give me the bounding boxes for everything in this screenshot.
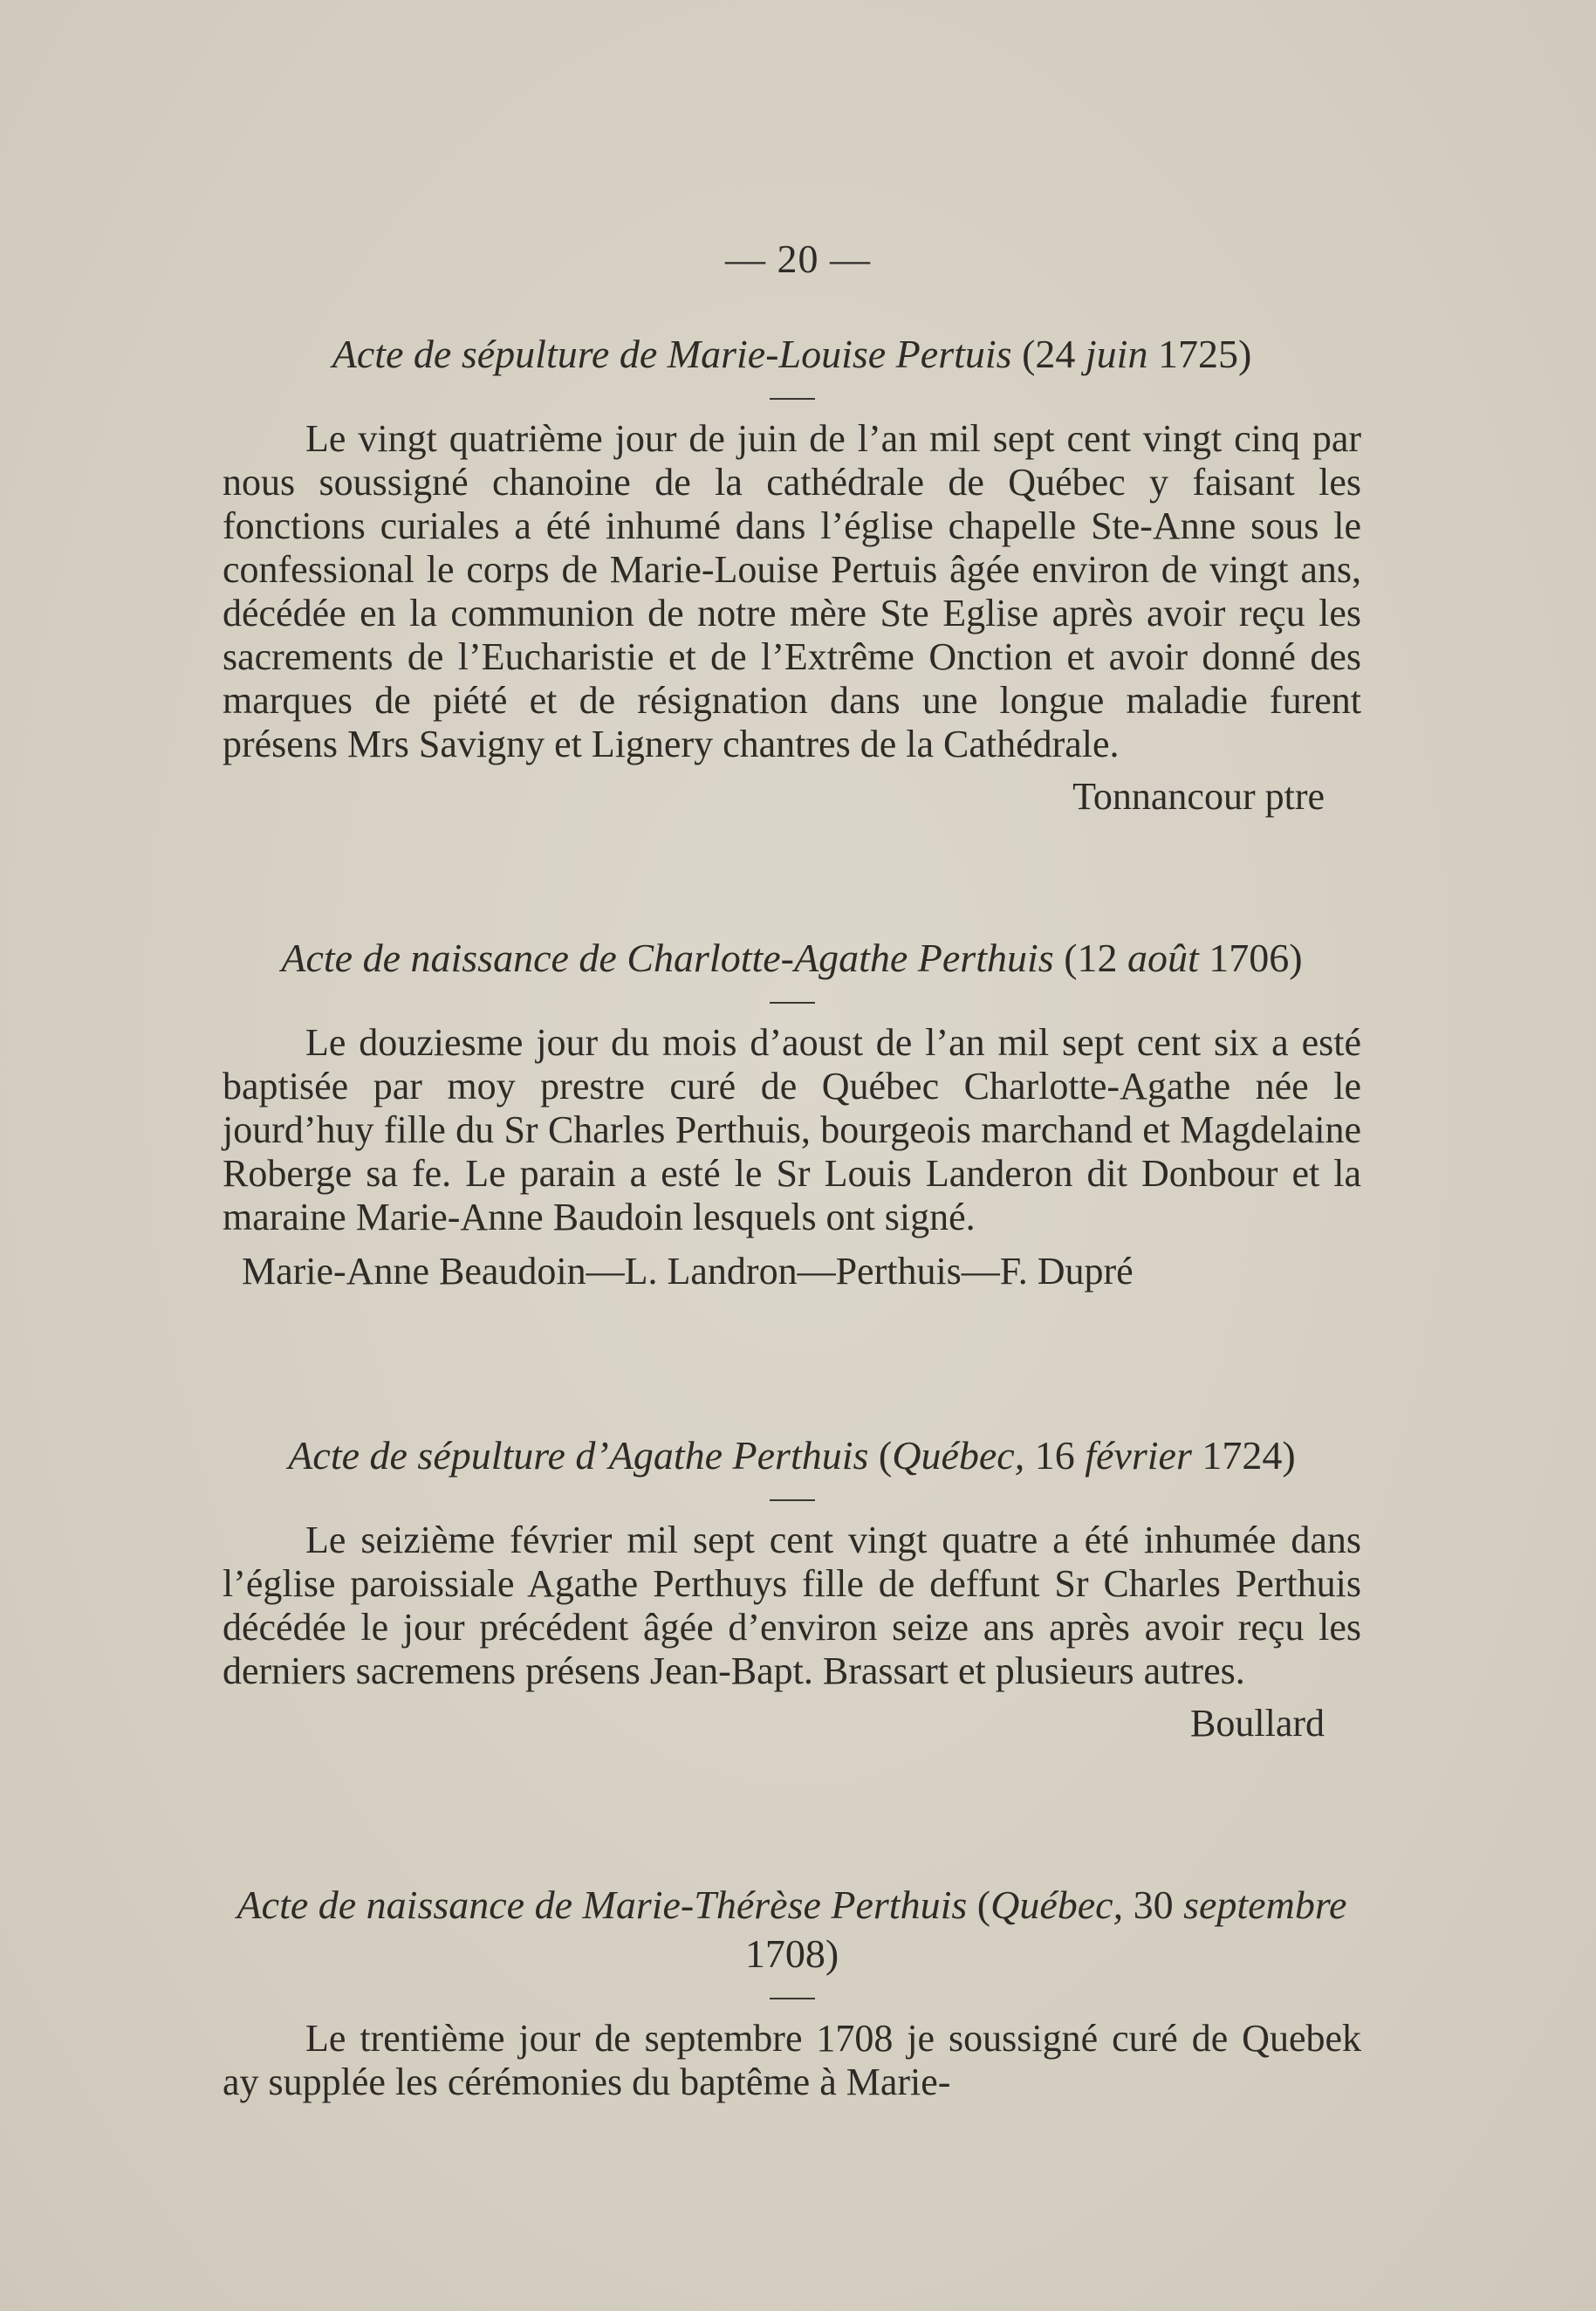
record-section-1 — [223, 330, 1361, 819]
divider — [770, 1499, 815, 1501]
heading-date-italic: août — [1127, 936, 1199, 980]
heading-date-open: (12 — [1053, 936, 1128, 980]
heading-title: Acte de naissance de Charlotte-Agathe Perthuis — [281, 936, 1054, 980]
heading-date-italic: février — [1085, 1433, 1192, 1478]
record-section-3 — [223, 1431, 1361, 1745]
section-heading — [223, 1431, 1361, 1480]
signature: Boullard — [1190, 1702, 1325, 1745]
heading-title: Acte de sépulture d’Agathe Perthuis — [288, 1433, 869, 1478]
heading-date-close: 1708) — [744, 1931, 839, 1976]
signature: Tonnancour ptre — [1072, 775, 1325, 818]
page-number: — 20 — — [725, 237, 871, 281]
section-heading — [223, 330, 1361, 379]
heading-date-italic: juin — [1085, 332, 1148, 376]
heading-date-close: 1725) — [1147, 332, 1252, 376]
divider — [770, 398, 815, 400]
divider — [770, 1002, 815, 1004]
record-body: Le seizième février mil sept cent vingt quatre a été inhumée dans l’église paroissiale Agathe Perthuys fille de deffunt Sr Charles Perthuis décédée le jour précédent âgée d’environ seize ans après avoir reçu les derniers sacremens présens Jean-Bapt. Brassart et plusieurs autres. — [223, 1519, 1361, 1692]
heading-date-italic: Québec, — [990, 1882, 1124, 1927]
record-body: Le vingt quatrième jour de juin de l’an mil sept cent vingt cinq par nous soussigné chanoine de la cathédrale de Québec y faisant les fonctions curiales a été inhumé dans l’église chapelle Ste-Anne sous le confessional le corps de Marie-Louise Pertuis âgée environ de vingt ans, décédée en la communion de notre mère Ste Eglise après avoir reçu les sacrements de l’Eucharistie et de l’Extrême Onction et avoir donné des marques de piété et de résignation dans une longue maladie furent présens Mrs Savigny et Lignery chantres de la Cathédrale. — [223, 417, 1361, 765]
heading-date-mid: 30 — [1123, 1882, 1184, 1927]
divider — [770, 1998, 815, 1999]
heading-date-mid: 16 — [1024, 1433, 1086, 1478]
signature-line: Marie-Anne Beaudoin—L. Landron—Perthuis—F. Dupré — [242, 1250, 1134, 1293]
section-heading — [223, 1881, 1361, 1978]
heading-title: Acte de naissance de Marie-Thérèse Perthuis — [236, 1882, 968, 1927]
section-heading — [223, 934, 1361, 983]
record-body: Le douziesme jour du mois d’aoust de l’an mil sept cent six a esté baptisée par moy prestre curé de Québec Charlotte-Agathe née le jourd’huy fille du Sr Charles Perthuis, bourgeois marchand et Magdelaine Roberge sa fe. Le parain a esté le Sr Louis Landeron dit Donbour et la maraine Marie-Anne Baudoin lesquels ont signé. — [223, 1021, 1361, 1238]
heading-date-close: 1706) — [1198, 936, 1303, 980]
heading-date-italic: septembre — [1183, 1882, 1347, 1927]
heading-date-open: ( — [967, 1882, 991, 1927]
record-section-4 — [223, 1881, 1361, 2104]
heading-date-italic: Québec, — [892, 1433, 1025, 1478]
heading-date-open: ( — [868, 1433, 893, 1478]
record-body: Le trentième jour de septembre 1708 je soussigné curé de Quebek ay supplée les cérémonies du baptême à Marie- — [223, 2017, 1361, 2103]
heading-date-open: (24 — [1011, 332, 1086, 376]
heading-date-close: 1724) — [1191, 1433, 1296, 1478]
record-section-2 — [223, 934, 1361, 1293]
heading-title: Acte de sépulture de Marie-Louise Pertuis — [332, 332, 1012, 376]
